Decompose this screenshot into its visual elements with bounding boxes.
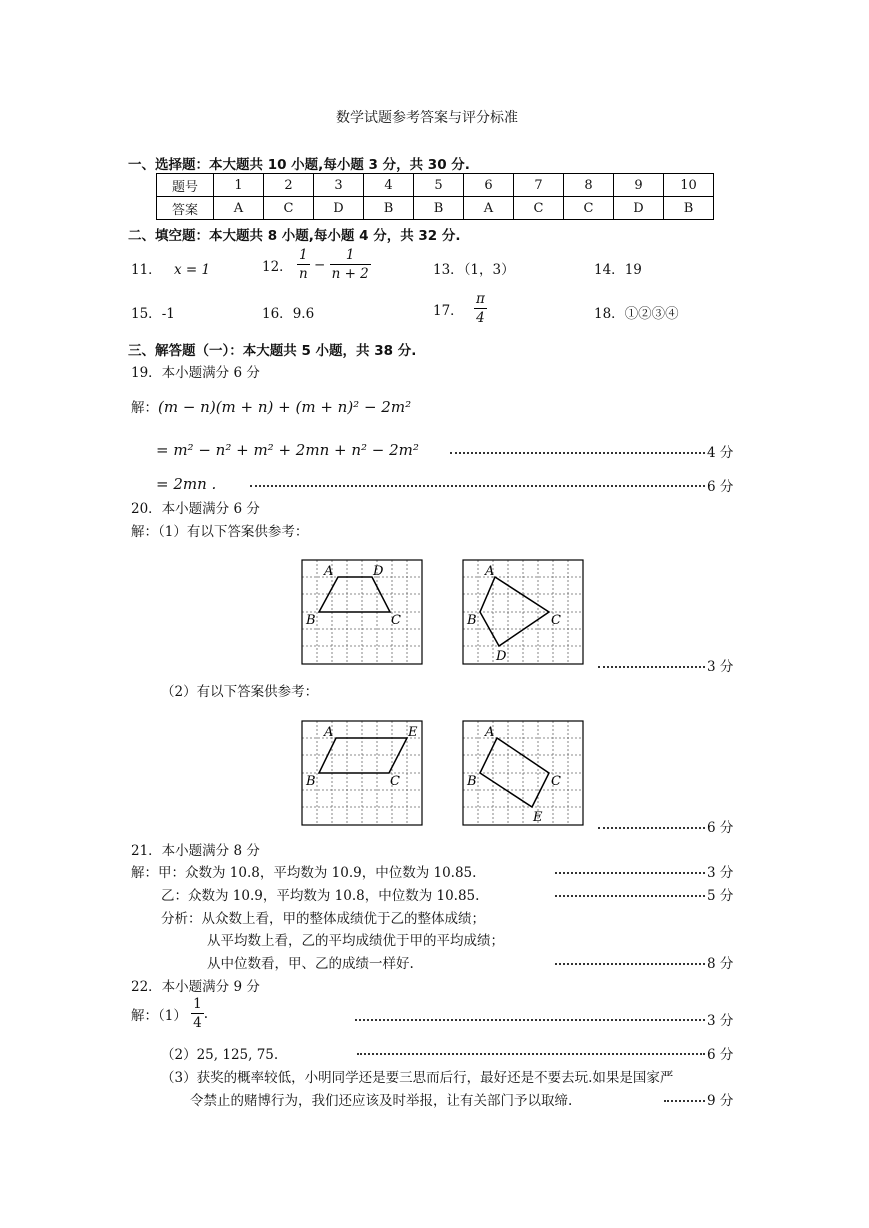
answer-table: [156, 173, 714, 220]
q19-line3: = 2mn .: [156, 475, 217, 493]
q21-line1: 解：甲：众数为 10.8，平均数为 10.9，中位数为 10.85.: [131, 865, 477, 881]
q19-expression: (m − n)(m + n) + (m + n)² − 2m²: [158, 398, 412, 416]
dot-leader: [250, 485, 705, 487]
point-label-a: A: [324, 564, 334, 579]
q22-part1-label: 解：（1）: [131, 1008, 187, 1024]
q14-number: 14．: [594, 262, 625, 278]
table-cell: C: [514, 197, 564, 220]
q20-header: 20．本小题满分 6 分: [131, 501, 260, 517]
point-label-b: B: [467, 774, 477, 789]
parallelogram-shape: [319, 738, 407, 773]
q13-number: 13．: [433, 262, 464, 278]
q22-header: 22．本小题满分 9 分: [131, 979, 260, 995]
table-cell: A: [214, 197, 264, 220]
q21-line1-score: 3 分: [707, 865, 734, 881]
q15-answer: -1: [161, 306, 175, 322]
table-row-numbers: [157, 174, 714, 197]
q19-line2: = m² − n² + m² + 2mn + n² − 2m²: [156, 441, 419, 459]
q13-answer: （1，3）: [463, 262, 515, 278]
table-cell: D: [614, 197, 664, 220]
trapezoid-shape: [319, 577, 390, 612]
q12-fraction-2: $\frac{1}{n + 2}$: [331, 247, 369, 282]
q12-minus: −: [313, 257, 326, 273]
kite-shape: [480, 577, 549, 646]
q22-part3-line1: （3）获奖的概率较低，小明同学还是要三思而后行，最好还是不要去玩.如果是国家严: [161, 1070, 674, 1086]
q17-fraction: $\frac{\pi}{4}$: [475, 291, 485, 326]
dot-leader: [664, 1100, 705, 1102]
dot-leader: [555, 895, 705, 897]
q19-header: 19．本小题满分 6 分: [131, 365, 260, 381]
table-cell: D: [314, 197, 364, 220]
point-label-d: D: [496, 649, 507, 664]
q13: [433, 258, 515, 278]
table-cell: 6: [464, 174, 514, 197]
section1-heading: 一、选择题：本大题共 10 小题,每小题 3 分，共 30 分.: [128, 157, 470, 173]
q17-number: 17．: [433, 303, 464, 319]
table-row-answers: [157, 197, 714, 220]
q21-line2-score: 5 分: [707, 888, 734, 904]
grid-figure-4: [461, 719, 587, 827]
point-label-a: A: [324, 725, 334, 740]
q22-part3-score: 9 分: [707, 1093, 734, 1109]
table-cell: 10: [664, 174, 714, 197]
q19-line1: [131, 396, 411, 416]
q14: [594, 258, 642, 278]
table-cell: C: [564, 197, 614, 220]
table-cell: 3: [314, 174, 364, 197]
dot-leader: [450, 452, 705, 454]
grid-figure-2: [461, 558, 587, 666]
q18-answer: ①②③④: [624, 306, 679, 322]
q11: [131, 258, 210, 278]
q16: [262, 302, 314, 322]
point-label-c: C: [391, 613, 401, 628]
q11-number: 11．: [131, 262, 162, 278]
table-answer-label: 答案: [157, 197, 214, 220]
q21-line5: 从中位数看，甲、乙的成绩一样好.: [207, 956, 414, 972]
q20-part1-score: 3 分: [707, 659, 734, 675]
q22-fraction: $\frac{1}{4}$: [193, 996, 202, 1031]
q22-part2: （2）25, 125, 75.: [161, 1047, 279, 1063]
grid-figure-1: [300, 558, 426, 666]
table-cell: 8: [564, 174, 614, 197]
point-label-d: D: [373, 564, 384, 579]
q15: [131, 302, 175, 322]
dot-leader: [598, 666, 705, 668]
table-cell: 7: [514, 174, 564, 197]
rectangle-shape: [480, 738, 549, 807]
q20-part2: （2）有以下答案供参考：: [161, 684, 319, 700]
dot-leader: [355, 1019, 705, 1021]
table-cell: 5: [414, 174, 464, 197]
q21-line5-score: 8 分: [707, 956, 734, 972]
q21-line2: 乙：众数为 10.9，平均数为 10.8，中位数为 10.85.: [161, 888, 480, 904]
point-label-c: C: [551, 774, 561, 789]
table-cell: C: [264, 197, 314, 220]
dot-leader: [598, 827, 705, 829]
section2-heading: 二、填空题：本大题共 8 小题,每小题 4 分，共 32 分.: [128, 228, 461, 244]
q21-header: 21．本小题满分 8 分: [131, 843, 260, 859]
q11-answer: x = 1: [173, 262, 211, 278]
point-label-b: B: [306, 774, 316, 789]
q12-fraction-1: $\frac{1}{n}$: [298, 247, 308, 282]
q17: [433, 291, 487, 327]
point-label-e: E: [408, 725, 418, 740]
section3-heading: 三、解答题（一）：本大题共 5 小题，共 38 分.: [128, 343, 417, 359]
point-label-c: C: [390, 774, 400, 789]
q19-jie: 解：: [131, 400, 158, 416]
dot-leader: [555, 963, 705, 965]
point-label-b: B: [467, 613, 477, 628]
q16-answer: 9.6: [292, 306, 315, 322]
q19-line3-score: 6 分: [707, 479, 734, 495]
q12: [262, 247, 371, 283]
dot-leader: [555, 872, 705, 874]
table-cell: B: [364, 197, 414, 220]
dot-leader: [357, 1053, 705, 1055]
q22-part3-line2: 令禁止的赌博行为，我们还应该及时举报，让有关部门予以取缔.: [190, 1093, 573, 1109]
table-cell: 2: [264, 174, 314, 197]
table-cell: 1: [214, 174, 264, 197]
q22-part1-score: 3 分: [707, 1013, 734, 1029]
q16-number: 16．: [262, 306, 293, 322]
q20-part2-score: 6 分: [707, 820, 734, 836]
table-cell: 9: [614, 174, 664, 197]
q21-line3: 分析：从众数上看，甲的整体成绩优于乙的整体成绩；: [161, 911, 485, 927]
table-cell: A: [464, 197, 514, 220]
q20-part1: 解：（1）有以下答案供参考：: [131, 524, 309, 540]
table-cell: B: [664, 197, 714, 220]
page-title: 数学试题参考答案与评分标准: [336, 110, 518, 126]
point-label-c: C: [551, 613, 561, 628]
point-label-e: E: [533, 810, 543, 825]
q18-number: 18．: [594, 306, 625, 322]
q18: [594, 302, 679, 322]
grid-figure-3: [300, 719, 426, 827]
table-cell: 4: [364, 174, 414, 197]
q21-line4: 从平均数上看，乙的平均成绩优于甲的平均成绩；: [207, 933, 504, 949]
q22-part2-score: 6 分: [707, 1047, 734, 1063]
point-label-b: B: [306, 613, 316, 628]
point-label-a: A: [485, 725, 495, 740]
q19-line2-score: 4 分: [707, 445, 734, 461]
table-header-label: 题号: [157, 174, 214, 197]
table-cell: B: [414, 197, 464, 220]
q12-number: 12．: [262, 259, 293, 275]
q15-number: 15．: [131, 306, 162, 322]
q14-answer: 19: [624, 262, 642, 278]
point-label-a: A: [485, 564, 495, 579]
grid-lines: [463, 560, 583, 664]
q22-part1: 解：（1） $\frac{1}{4}$ .: [131, 996, 209, 1031]
